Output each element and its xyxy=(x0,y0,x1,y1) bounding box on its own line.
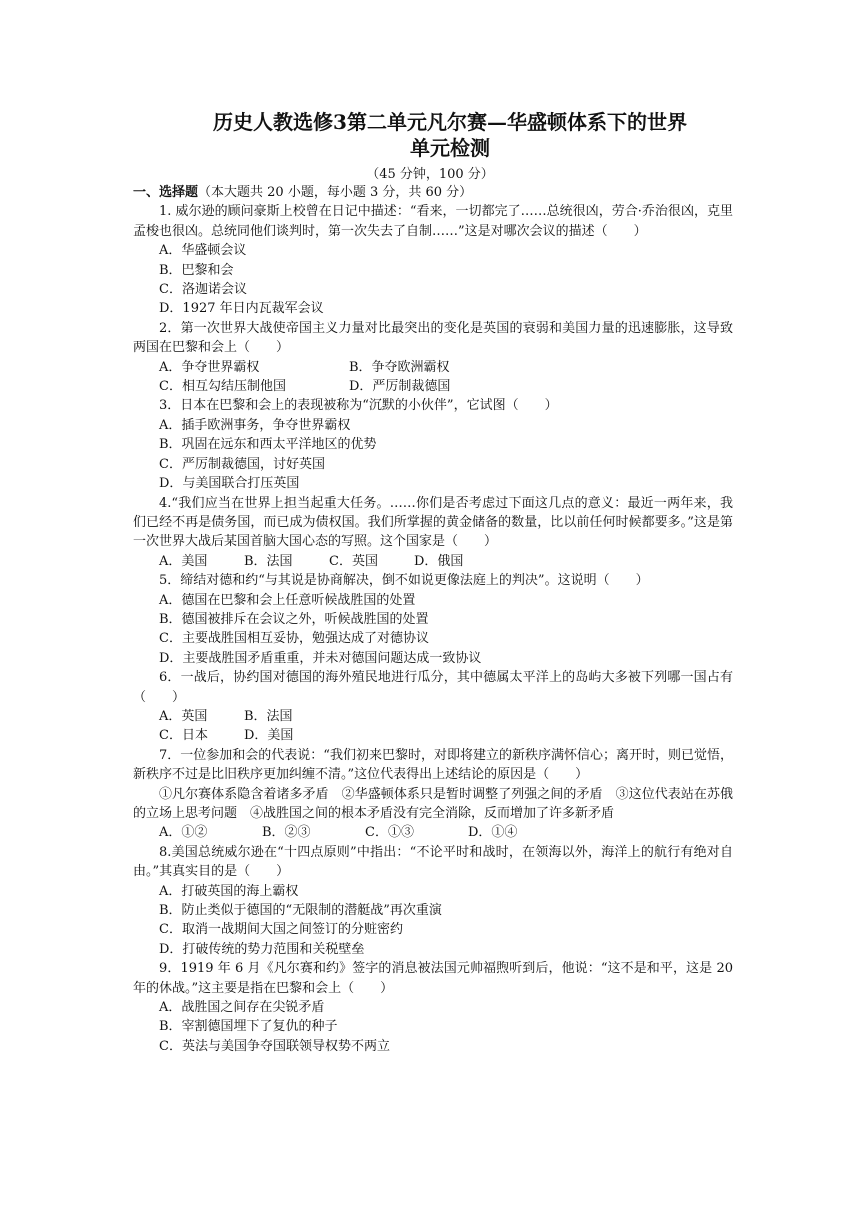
question-5-option-a: A．德国在巴黎和会上任意听候战胜国的处置 xyxy=(159,592,416,608)
document-title-line2: 单元检测 xyxy=(410,136,490,160)
question-7-option-b: B．②③ xyxy=(262,825,311,841)
section-title: 一、选择题 xyxy=(133,185,199,200)
question-7-stem: 7．一位参加和会的代表说：“我们初来巴黎时，对即将建立的新秩序满怀信心；离开时，则已觉悟，新秩序不过是比旧秩序更加纠缠不清。”这位代表得出上述结论的原因是（ ） xyxy=(133,747,733,783)
question-1-option-d: D．1927 年日内瓦裁军会议 xyxy=(159,301,324,317)
question-6-option-b: B．法国 xyxy=(244,708,293,724)
question-2-stem: 2．第一次世界大战使帝国主义力量对比最突出的变化是英国的衰弱和美国力量的迅速膨胀，这导致两国在巴黎和会上（ ） xyxy=(133,320,733,356)
question-3-stem: 3．日本在巴黎和会上的表现被称为“沉默的小伙伴”，它试图（ ） xyxy=(159,398,558,414)
question-3-option-c: C．严厉制裁德国，讨好英国 xyxy=(159,456,325,472)
question-1-option-a: A．华盛顿会议 xyxy=(159,243,247,259)
question-7-option-d: D．①④ xyxy=(468,825,518,841)
question-6-option-a: A．英国 xyxy=(159,708,208,724)
question-8-option-b: B．防止类似于德国的“无限制的潜艇战”再次重演 xyxy=(159,903,442,919)
question-9-stem: 9．1919 年 6 月《凡尔赛和约》签字的消息被法国元帅福煦听到后，他说：“这不是和平，这是 20 年的休战。”这主要是指在巴黎和会上（ ） xyxy=(133,961,733,996)
question-1-stem: 1. 威尔逊的顾问豪斯上校曾在日记中描述：“看来，一切都完了……总统很凶，劳合·乔治很凶，克里孟梭也很凶。总统同他们谈判时，第一次失去了自制……”这是对哪次会议的描述（ ） xyxy=(133,204,733,239)
question-8-stem: 8.美国总统威尔逊在“十四点原则”中指出：“不论平时和战时，在领海以外，海洋上的航行有绝对自由。”其真实目的是（ ） xyxy=(133,844,733,880)
question-8-option-c: C．取消一战期间大国之间签订的分赃密约 xyxy=(159,922,403,938)
question-7-options-row xyxy=(133,823,733,842)
question-2-option-b: B．争夺欧洲霸权 xyxy=(349,359,450,375)
question-list xyxy=(133,183,733,1056)
question-9-option-a: A．战胜国之间存在尖锐矛盾 xyxy=(159,1000,325,1016)
question-2-options-row1 xyxy=(133,358,733,377)
question-6-options-row1 xyxy=(133,707,733,726)
question-6-option-c: C．日本 xyxy=(159,728,208,744)
exam-duration-score: （45 分钟，100 分） xyxy=(366,167,494,182)
section-heading xyxy=(133,183,733,202)
question-2-option-a: A．争夺世界霸权 xyxy=(159,359,260,375)
question-5-option-b: B．德国被排斥在会议之外，听候战胜国的处置 xyxy=(159,611,429,627)
question-1-option-b: B．巴黎和会 xyxy=(159,262,234,278)
document-title: 历史人教选修3第二单元凡尔赛—华盛顿体系下的世界 xyxy=(213,110,687,134)
question-6-option-d: D．美国 xyxy=(244,728,294,744)
question-2-option-d: D．严厉制裁德国 xyxy=(349,379,451,395)
question-6-options-row2 xyxy=(133,726,733,745)
question-4-options-row xyxy=(133,552,733,571)
question-4-stem: 4.“我们应当在世界上担当起重大任务。……你们是否考虑过下面这几点的意义：最近一两年来，我们已经不再是债务国，而已成为债权国。我们所掌握的黄金储备的数量，比以前任何时候都要多。”这是第一次世界大战后某国首脑大国心态的写照。这个国家是（ ） xyxy=(133,495,733,550)
question-5-option-d: D．主要战胜国矛盾重重，并未对德国问题达成一致协议 xyxy=(159,650,482,666)
question-4-option-b: B．法国 xyxy=(244,553,293,569)
question-2-option-c: C．相互勾结压制他国 xyxy=(159,379,286,395)
question-5-option-c: C．主要战胜国相互妥协，勉强达成了对德协议 xyxy=(159,631,429,647)
section-note: （本大题共 20 小题，每小题 3 分，共 60 分） xyxy=(198,185,473,200)
question-4-option-a: A．美国 xyxy=(159,553,208,569)
question-4-option-c: C．英国 xyxy=(329,553,378,569)
question-7-option-a: A．①② xyxy=(159,825,208,841)
question-3-option-d: D．与美国联合打压英国 xyxy=(159,476,300,492)
question-1-option-c: C．洛迦诺会议 xyxy=(159,282,247,298)
question-7-option-c: C．①③ xyxy=(365,825,414,841)
question-3-option-a: A．插手欧洲事务，争夺世界霸权 xyxy=(159,417,351,433)
question-6-stem: 6．一战后，协约国对德国的海外殖民地进行瓜分，其中德属太平洋上的岛屿大多被下列哪一国占有（ ） xyxy=(133,670,733,705)
question-9-option-b: B．宰割德国埋下了复仇的种子 xyxy=(159,1019,338,1035)
question-5-stem: 5．缔结对德和约“与其说是协商解决，倒不如说更像法庭上的判决”。这说明（ ） xyxy=(159,573,649,589)
question-8-option-a: A．打破英国的海上霸权 xyxy=(159,883,299,899)
question-3-option-b: B．巩固在远东和西太平洋地区的优势 xyxy=(159,437,377,453)
question-9-option-c: C．英法与美国争夺国联领导权势不两立 xyxy=(159,1038,390,1054)
question-7-statements: ①凡尔赛体系隐含着诸多矛盾 ②华盛顿体系只是暂时调整了列强之间的矛盾 ③这位代表站在苏俄的立场上思考问题 ④战胜国之间的根本矛盾没有完全消除，反而增加了许多新矛盾 xyxy=(133,786,733,821)
question-4-option-d: D．俄国 xyxy=(414,553,464,569)
question-2-options-row2 xyxy=(133,377,733,396)
question-8-option-d: D．打破传统的势力范围和关税壁垒 xyxy=(159,941,365,957)
